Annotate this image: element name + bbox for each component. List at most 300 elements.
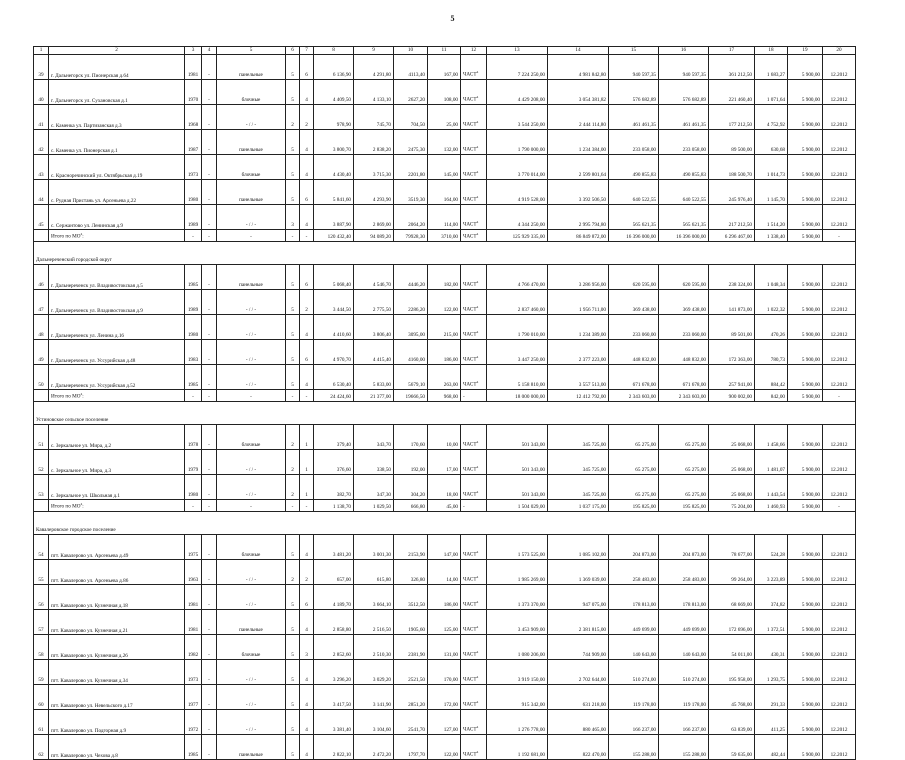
cell-area-owned: 3512,50 <box>394 585 428 610</box>
cell-ownership: ЧАСТ$^4$ <box>461 315 487 340</box>
cell-total-cost: 1 985 269,00 <box>487 560 548 585</box>
cell-year: 1981 <box>185 55 202 80</box>
table-row <box>34 340 856 365</box>
cell-living-area: 2 775,50 <box>354 290 394 315</box>
cell-living-area: 615,80 <box>354 560 394 585</box>
cell-area-owned: 170,60 <box>394 425 428 450</box>
table-row <box>34 55 856 80</box>
cell-area-owned: 4160,00 <box>394 340 428 365</box>
cell-floors: 2 <box>286 560 300 585</box>
cell-address: г. Дальнереченск ул. Владивостокская д.5 <box>49 265 185 290</box>
cell-municipal-share: 565 621,35 <box>659 205 709 230</box>
cell-residents: 167,00 <box>428 55 461 80</box>
cell-fund-share: 744 909,00 <box>548 635 609 660</box>
cell-regional-share: 166 237,00 <box>609 710 659 735</box>
footnote-mark: 4 <box>476 675 479 680</box>
cell-floors: 5 <box>286 365 300 390</box>
cell-fund-share: 947 075,00 <box>548 585 609 610</box>
cell-address: пгт. Кавалерово ул. Кузнечная д.18 <box>49 585 185 610</box>
footnote-mark: 4 <box>80 232 83 237</box>
subtotal-row <box>34 390 856 402</box>
cell-col4: - <box>202 635 217 660</box>
cell-fund-share: 1 369 039,00 <box>548 560 609 585</box>
cell-owners-share: 89 501,00 <box>709 315 755 340</box>
table-row <box>34 735 856 760</box>
cell-regional-share: 940 597,35 <box>609 55 659 80</box>
column-number-9: 9 <box>354 47 394 55</box>
cell-area-owned: 2475,30 <box>394 130 428 155</box>
cell-floors: 2 <box>286 475 300 500</box>
cell-total-area: 6 136,90 <box>314 55 354 80</box>
cell-municipal-share: 195 825,00 <box>659 500 709 512</box>
cell-material: - <box>217 500 286 512</box>
cell-address: пгт. Кавалерово ул. Невельского д.17 <box>49 685 185 710</box>
cell-row-number: 52 <box>34 450 49 475</box>
table-row <box>34 635 856 660</box>
cell-fund-share: 345 725,00 <box>548 475 609 500</box>
cell-col4: - <box>202 265 217 290</box>
cell-municipal-share: 233 060,00 <box>659 315 709 340</box>
cell-total-area: 657,00 <box>314 560 354 585</box>
cell-ownership: ЧАСТ$^4$ <box>461 80 487 105</box>
cell-limit-cost: 5 900,00 <box>788 80 823 105</box>
cell-ownership: ЧАСТ$^4$ <box>461 365 487 390</box>
cell-floors: 5 <box>286 315 300 340</box>
cell-ownership: ЧАСТ$^4$ <box>461 55 487 80</box>
cell-unit-cost: 1 071,64 <box>755 80 788 105</box>
table-row <box>34 130 856 155</box>
cell-deadline: 12.2012 <box>823 105 856 130</box>
cell-living-area: 2 472,20 <box>354 735 394 760</box>
cell-ownership: ЧАСТ$^4$ <box>461 535 487 560</box>
table-body <box>34 55 856 760</box>
cell-row-number: 39 <box>34 55 49 80</box>
cell-regional-share: 576 682,89 <box>609 80 659 105</box>
cell-material: - / / - <box>217 205 286 230</box>
cell-col4: - <box>202 290 217 315</box>
cell-deadline: 12.2012 <box>823 315 856 340</box>
cell-residents: 122,00 <box>428 735 461 760</box>
cell-unit-cost: 482,44 <box>755 735 788 760</box>
cell-row-number: 41 <box>34 105 49 130</box>
cell-year: - <box>185 230 202 242</box>
cell-col4: - <box>202 315 217 340</box>
cell-area-owned: 304,20 <box>394 475 428 500</box>
cell-ownership: ЧАСТ$^4$ <box>461 610 487 635</box>
cell-ownership: ЧАСТ$^4$ <box>461 585 487 610</box>
footnote-mark: 4 <box>476 750 479 755</box>
table-row <box>34 180 856 205</box>
cell-deadline: 12.2012 <box>823 155 856 180</box>
cell-address: пгт. Кавалерово ул. Арсеньева д.49 <box>49 535 185 560</box>
cell-fund-share: 822 470,00 <box>548 735 609 760</box>
cell-area-owned: 2541,70 <box>394 710 428 735</box>
cell-residents: 127,00 <box>428 710 461 735</box>
cell-residents: 18,00 <box>428 475 461 500</box>
cell-municipal-share: 233 058,00 <box>659 130 709 155</box>
cell-total-cost: 1 276 778,00 <box>487 710 548 735</box>
table-row <box>34 290 856 315</box>
cell-limit-cost: 5 900,00 <box>788 155 823 180</box>
cell-year: 1973 <box>185 660 202 685</box>
cell-row-number <box>34 390 49 402</box>
cell-address: пгт. Кавалерово ул. Кузнечная д.26 <box>49 635 185 660</box>
cell-ownership: ЧАСТ$^4$ <box>461 340 487 365</box>
cell-total-area: 3 481,20 <box>314 535 354 560</box>
cell-living-area: 3 001,30 <box>354 535 394 560</box>
cell-deadline: 12.2012 <box>823 450 856 475</box>
cell-floors: 5 <box>286 685 300 710</box>
cell-col4: - <box>202 535 217 560</box>
cell-deadline: 12.2012 <box>823 685 856 710</box>
cell-entrances: 4 <box>300 205 314 230</box>
cell-fund-share: 880 465,00 <box>548 710 609 735</box>
cell-row-number: 42 <box>34 130 49 155</box>
footnote-mark: 4 <box>476 95 479 100</box>
cell-unit-cost: 3 223,89 <box>755 560 788 585</box>
cell-unit-cost: 4 752,92 <box>755 105 788 130</box>
cell-address: Итого по $МО^4$: <box>49 230 185 242</box>
cell-residents: 147,00 <box>428 535 461 560</box>
cell-area-owned: 704,50 <box>394 105 428 130</box>
cell-limit-cost: 5 900,00 <box>788 315 823 340</box>
cell-deadline: 12.2012 <box>823 130 856 155</box>
cell-fund-share: 3 054 381,82 <box>548 80 609 105</box>
cell-material: панельные <box>217 265 286 290</box>
cell-owners-share: 54 011,00 <box>709 635 755 660</box>
cell-owners-share: 238 324,00 <box>709 265 755 290</box>
cell-year: 1983 <box>185 340 202 365</box>
cell-col4: - <box>202 425 217 450</box>
table-row <box>34 475 856 500</box>
footnote-mark: 4 <box>476 120 479 125</box>
cell-living-area: 21 377,00 <box>354 390 394 402</box>
cell-col4: - <box>202 55 217 80</box>
cell-municipal-share: 155 288,00 <box>659 735 709 760</box>
cell-address: с. Красноречинский ул. Октябрьская д.19 <box>49 155 185 180</box>
cell-residents: 170,00 <box>428 660 461 685</box>
cell-municipal-share: 576 682,89 <box>659 80 709 105</box>
cell-year: 1989 <box>185 205 202 230</box>
cell-material: блочные <box>217 80 286 105</box>
cell-living-area: 1 029,50 <box>354 500 394 512</box>
cell-row-number: 59 <box>34 660 49 685</box>
cell-material: - / / - <box>217 710 286 735</box>
cell-total-area: 6 530,40 <box>314 365 354 390</box>
cell-limit-cost: 5 900,00 <box>788 205 823 230</box>
cell-address: с. Сержантово ул. Ленинская д.9 <box>49 205 185 230</box>
cell-entrances: 4 <box>300 130 314 155</box>
cell-row-number: 48 <box>34 315 49 340</box>
cell-row-number: 53 <box>34 475 49 500</box>
cell-entrances: 4 <box>300 610 314 635</box>
cell-residents: 17,00 <box>428 450 461 475</box>
cell-address: с. Рудная Пристань ул. Арсеньева д.22 <box>49 180 185 205</box>
cell-total-cost: 18 000 000,00 <box>487 390 548 402</box>
cell-entrances: 1 <box>300 425 314 450</box>
cell-deadline: 12.2012 <box>823 180 856 205</box>
cell-material: панельные <box>217 180 286 205</box>
cell-deadline: 12.2012 <box>823 635 856 660</box>
cell-total-area: 3 800,70 <box>314 130 354 155</box>
cell-living-area: 5 833,00 <box>354 365 394 390</box>
cell-total-area: 1 138,70 <box>314 500 354 512</box>
cell-total-cost: 1 192 681,00 <box>487 735 548 760</box>
cell-total-cost: 2 837 460,00 <box>487 290 548 315</box>
table-row <box>34 80 856 105</box>
cell-total-cost: 4 766 470,00 <box>487 265 548 290</box>
cell-owners-share: 63 839,00 <box>709 710 755 735</box>
cell-row-number: 60 <box>34 685 49 710</box>
cell-year: 1978 <box>185 425 202 450</box>
cell-material: - / / - <box>217 105 286 130</box>
cell-municipal-share: 620 595,00 <box>659 265 709 290</box>
cell-total-cost: 3 770 014,00 <box>487 155 548 180</box>
cell-ownership: ЧАСТ$^4$ <box>461 660 487 685</box>
cell-total-area: 376,60 <box>314 450 354 475</box>
cell-fund-share: 2 381 815,00 <box>548 610 609 635</box>
cell-area-owned: 3519,30 <box>394 180 428 205</box>
column-number-4: 4 <box>202 47 217 55</box>
cell-entrances: 4 <box>300 155 314 180</box>
section-title: Кавалеровское городское поселение <box>34 512 856 535</box>
cell-total-cost: 3 453 909,00 <box>487 610 548 635</box>
cell-total-area: 2 822,10 <box>314 735 354 760</box>
cell-col4: - <box>202 105 217 130</box>
cell-total-area: 2 858,80 <box>314 610 354 635</box>
cell-limit-cost: 5 900,00 <box>788 710 823 735</box>
cell-address: Итого по $МО^4$: <box>49 500 185 512</box>
cell-living-area: 4 291,80 <box>354 55 394 80</box>
cell-row-number: 51 <box>34 425 49 450</box>
cell-year: 1985 <box>185 735 202 760</box>
cell-unit-cost: 630,68 <box>755 130 788 155</box>
cell-unit-cost: 1 048,34 <box>755 265 788 290</box>
cell-entrances: 4 <box>300 710 314 735</box>
table-row <box>34 155 856 180</box>
cell-fund-share: 4 981 842,80 <box>548 55 609 80</box>
cell-limit-cost: 5 900,00 <box>788 425 823 450</box>
cell-entrances: 6 <box>300 340 314 365</box>
cell-material: - / / - <box>217 340 286 365</box>
cell-municipal-share: 461 461,35 <box>659 105 709 130</box>
cell-total-area: 120 432,40 <box>314 230 354 242</box>
cell-ownership: ЧАСТ$^4$ <box>461 425 487 450</box>
cell-col4: - <box>202 475 217 500</box>
cell-row-number: 54 <box>34 535 49 560</box>
cell-deadline: 12.2012 <box>823 535 856 560</box>
cell-material: - / / - <box>217 365 286 390</box>
cell-unit-cost: 1 293,75 <box>755 660 788 685</box>
cell-fund-share: 631 218,00 <box>548 685 609 710</box>
cell-entrances: 4 <box>300 365 314 390</box>
cell-residents: 263,00 <box>428 365 461 390</box>
cell-municipal-share: 640 522,55 <box>659 180 709 205</box>
cell-municipal-share: 140 643,00 <box>659 635 709 660</box>
cell-limit-cost: 5 900,00 <box>788 265 823 290</box>
cell-owners-share: 172 363,00 <box>709 340 755 365</box>
cell-unit-cost: 1 338,40 <box>755 230 788 242</box>
cell-total-cost: 501 343,00 <box>487 475 548 500</box>
footnote-mark: 4 <box>80 502 83 507</box>
cell-fund-share: 12 412 792,00 <box>548 390 609 402</box>
cell-material: панельные <box>217 735 286 760</box>
cell-deadline: - <box>823 230 856 242</box>
cell-limit-cost: 5 900,00 <box>788 610 823 635</box>
cell-living-area: 3 029,20 <box>354 660 394 685</box>
cell-fund-share: 1 085 102,00 <box>548 535 609 560</box>
table-row <box>34 560 856 585</box>
cell-municipal-share: 671 678,00 <box>659 365 709 390</box>
table-row <box>34 105 856 130</box>
cell-floors: 5 <box>286 265 300 290</box>
cell-owners-share: 45 768,00 <box>709 685 755 710</box>
cell-year: 1980 <box>185 180 202 205</box>
cell-row-number: 50 <box>34 365 49 390</box>
cell-total-cost: 3 919 150,00 <box>487 660 548 685</box>
cell-regional-share: 65 275,00 <box>609 450 659 475</box>
cell-entrances: 4 <box>300 735 314 760</box>
cell-floors: - <box>286 390 300 402</box>
table-row <box>34 450 856 475</box>
cell-material: панельные <box>217 130 286 155</box>
cell-residents: 3710,00 <box>428 230 461 242</box>
cell-deadline: 12.2012 <box>823 205 856 230</box>
cell-limit-cost: 5 900,00 <box>788 450 823 475</box>
cell-row-number: 61 <box>34 710 49 735</box>
cell-floors: - <box>286 230 300 242</box>
cell-residents: 114,00 <box>428 205 461 230</box>
cell-area-owned: 3095,00 <box>394 315 428 340</box>
cell-address: пгт. Кавалерово ул. Арсеньева д.86 <box>49 560 185 585</box>
footnote-mark: 4 <box>476 355 479 360</box>
cell-address: г. Дальнегорск ул. Сухановская д.1 <box>49 80 185 105</box>
table-row <box>34 685 856 710</box>
cell-residents: 215,00 <box>428 315 461 340</box>
cell-limit-cost: 5 900,00 <box>788 130 823 155</box>
footnote-mark: 4 <box>476 575 479 580</box>
footnote-mark: 4 <box>476 305 479 310</box>
cell-deadline: 12.2012 <box>823 55 856 80</box>
cell-total-cost: 5 158 810,00 <box>487 365 548 390</box>
cell-regional-share: 461 461,35 <box>609 105 659 130</box>
cell-col4: - <box>202 230 217 242</box>
column-number-20: 20 <box>823 47 856 55</box>
cell-unit-cost: 1 443,54 <box>755 475 788 500</box>
cell-address: пгт. Кавалерово ул. Чехова д.8 <box>49 735 185 760</box>
column-number-6: 6 <box>286 47 300 55</box>
cell-year: 1985 <box>185 265 202 290</box>
cell-floors: 2 <box>286 105 300 130</box>
cell-limit-cost: 5 900,00 <box>788 365 823 390</box>
cell-unit-cost: 291,33 <box>755 685 788 710</box>
column-number-1: 1 <box>34 47 49 55</box>
cell-ownership: ЧАСТ$^4$ <box>461 180 487 205</box>
cell-total-cost: 1 790 000,00 <box>487 130 548 155</box>
cell-limit-cost: 5 900,00 <box>788 290 823 315</box>
cell-total-area: 379,40 <box>314 425 354 450</box>
cell-deadline: 12.2012 <box>823 660 856 685</box>
cell-limit-cost: 5 900,00 <box>788 735 823 760</box>
cell-unit-cost: 1 458,66 <box>755 425 788 450</box>
cell-ownership: ЧАСТ$^4$ <box>461 560 487 585</box>
section-header-row <box>34 402 856 425</box>
column-number-7: 7 <box>300 47 314 55</box>
cell-floors: 5 <box>286 180 300 205</box>
cell-row-number: 45 <box>34 205 49 230</box>
cell-material: блочные <box>217 535 286 560</box>
cell-regional-share: 620 595,00 <box>609 265 659 290</box>
cell-owners-share: 221 460,40 <box>709 80 755 105</box>
table-row <box>34 205 856 230</box>
cell-residents: 25,00 <box>428 105 461 130</box>
cell-deadline: 12.2012 <box>823 365 856 390</box>
cell-owners-share: 25 068,00 <box>709 425 755 450</box>
footnote-mark: 4 <box>476 490 479 495</box>
cell-unit-cost: 470,26 <box>755 315 788 340</box>
cell-total-cost: 501 343,00 <box>487 450 548 475</box>
cell-ownership: ЧАСТ$^4$ <box>461 290 487 315</box>
cell-residents: 14,00 <box>428 560 461 585</box>
cell-regional-share: 119 178,00 <box>609 685 659 710</box>
section-title: Устиновское сельское поселение <box>34 402 856 425</box>
cell-material: - <box>217 390 286 402</box>
cell-entrances: - <box>300 230 314 242</box>
cell-year: 1982 <box>185 635 202 660</box>
cell-municipal-share: 940 597,35 <box>659 55 709 80</box>
cell-row-number: 49 <box>34 340 49 365</box>
cell-regional-share: 369 438,00 <box>609 290 659 315</box>
cell-limit-cost: 5 900,00 <box>788 55 823 80</box>
column-number-8: 8 <box>314 47 354 55</box>
cell-owners-share: 217 212,50 <box>709 205 755 230</box>
cell-limit-cost: 5 900,00 <box>788 660 823 685</box>
cell-year: 1975 <box>185 535 202 560</box>
cell-total-area: 3 887,90 <box>314 205 354 230</box>
cell-municipal-share: 490 855,83 <box>659 155 709 180</box>
cell-floors: 2 <box>286 450 300 475</box>
cell-material: - / / - <box>217 475 286 500</box>
cell-area-owned: 2064,20 <box>394 205 428 230</box>
cell-row-number: 58 <box>34 635 49 660</box>
column-number-12: 12 <box>461 47 487 55</box>
table-row <box>34 365 856 390</box>
cell-deadline: - <box>823 500 856 512</box>
cell-entrances: 6 <box>300 265 314 290</box>
cell-residents: 132,00 <box>428 130 461 155</box>
cell-floors: 5 <box>286 735 300 760</box>
cell-unit-cost: 411,25 <box>755 710 788 735</box>
cell-total-area: 382,70 <box>314 475 354 500</box>
cell-total-area: 2 852,60 <box>314 635 354 660</box>
cell-area-owned: 2153,90 <box>394 535 428 560</box>
cell-floors: 5 <box>286 710 300 735</box>
cell-fund-share: 1 234 384,00 <box>548 130 609 155</box>
cell-ownership: ЧАСТ$^4$ <box>461 230 487 242</box>
cell-municipal-share: 448 832,00 <box>659 340 709 365</box>
cell-material: - / / - <box>217 560 286 585</box>
cell-deadline: 12.2012 <box>823 340 856 365</box>
cell-owners-share: 172 696,00 <box>709 610 755 635</box>
cell-year: 1981 <box>185 610 202 635</box>
table-row <box>34 425 856 450</box>
cell-total-area: 24 424,60 <box>314 390 354 402</box>
cell-residents: 968,00 <box>428 390 461 402</box>
cell-total-cost: 915 342,00 <box>487 685 548 710</box>
footnote-mark: 4 <box>476 465 479 470</box>
cell-col4: - <box>202 80 217 105</box>
cell-fund-share: 2 995 794,80 <box>548 205 609 230</box>
